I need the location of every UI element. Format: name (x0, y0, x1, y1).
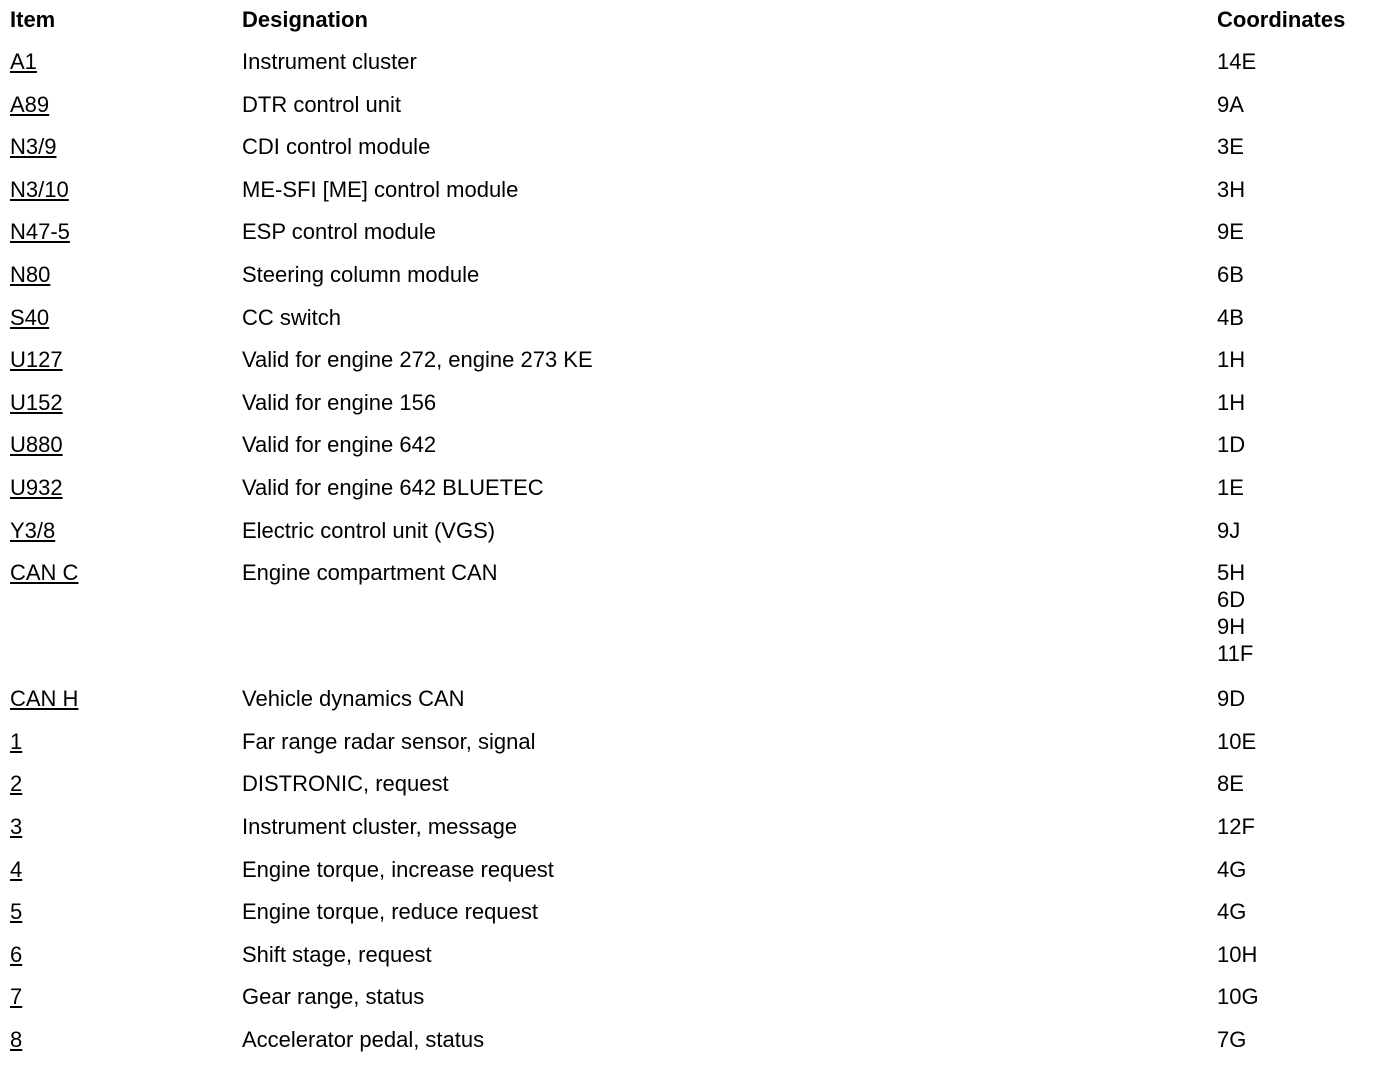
coordinates-cell (1217, 728, 1256, 755)
item-link[interactable]: 1 (10, 728, 23, 754)
item-cell (10, 1026, 22, 1053)
table-row (10, 211, 1380, 254)
coordinates-cell (1217, 304, 1244, 331)
coordinate-value: 4G (1217, 899, 1247, 925)
item-cell (10, 517, 55, 544)
designation-cell: Valid for engine 642 BLUETEC (242, 474, 544, 500)
designation-cell: ESP control module (242, 219, 437, 245)
coordinate-value: 3E (1217, 134, 1244, 160)
table-row (10, 41, 1380, 84)
item-link[interactable]: U880 (10, 432, 63, 458)
designation-cell: Valid for engine 156 (242, 389, 437, 415)
table-row (10, 424, 1380, 467)
table-row (10, 510, 1380, 553)
designation-cell: Steering column module (242, 261, 480, 287)
designation-cell: Instrument cluster, message (242, 813, 518, 839)
table-row (10, 254, 1380, 297)
item-link[interactable]: S40 (10, 304, 50, 330)
item-link[interactable]: N47-5 (10, 219, 70, 245)
item-column-header: Item (10, 7, 56, 32)
item-cell (10, 813, 22, 840)
coordinate-value: 11F (1217, 641, 1254, 667)
item-cell (10, 770, 22, 797)
coordinate-value: 1H (1217, 347, 1246, 373)
table-row (10, 806, 1380, 849)
designation-cell: Far range radar sensor, signal (242, 728, 536, 754)
table-row (10, 678, 1380, 721)
coordinates-cell (1217, 218, 1244, 245)
coordinate-value: 14E (1217, 49, 1257, 74)
table-row (10, 552, 1380, 678)
coordinates-cell (1217, 517, 1240, 544)
coordinate-value: 6D (1217, 587, 1246, 613)
table-row (10, 297, 1380, 340)
designation-cell: Shift stage, request (242, 941, 432, 967)
designation-cell: DISTRONIC, request (242, 771, 449, 797)
item-cell (10, 898, 22, 925)
item-link[interactable]: Y3/8 (10, 517, 56, 543)
designation-cell: Electric control unit (VGS) (242, 517, 496, 543)
item-cell (10, 856, 22, 883)
coordinates-cell (1217, 898, 1246, 925)
coordinates-cell (1217, 346, 1245, 373)
coordinate-value: 1H (1217, 389, 1246, 415)
coordinates-cell (1217, 133, 1244, 160)
coordinate-value: 7G (1217, 1026, 1247, 1052)
item-cell (10, 176, 69, 203)
designation-cell: Valid for engine 642 (242, 432, 437, 458)
coordinate-value: 10H (1217, 941, 1258, 967)
item-link[interactable]: U127 (10, 347, 63, 373)
coordinates-cell (1217, 1026, 1246, 1053)
designation-column-header: Designation (242, 7, 368, 32)
table-row (10, 467, 1380, 510)
coordinates-cell (1217, 389, 1245, 416)
item-link[interactable]: U932 (10, 474, 63, 500)
table-row (10, 763, 1380, 806)
coordinate-value: 10G (1217, 984, 1259, 1010)
designation-cell: Accelerator pedal, status (242, 1026, 485, 1052)
item-cell (10, 261, 50, 288)
table-row (10, 849, 1380, 892)
item-cell (10, 346, 63, 373)
item-link[interactable]: 8 (10, 1026, 23, 1052)
table-row (10, 934, 1380, 977)
item-link[interactable]: 6 (10, 941, 23, 967)
coordinate-value: 4G (1217, 856, 1247, 882)
coordinates-cell (1217, 474, 1244, 501)
coordinate-value: 6B (1217, 261, 1244, 287)
coordinate-value: 9H (1217, 614, 1246, 640)
designation-cell: Engine torque, increase request (242, 856, 554, 882)
item-cell (10, 218, 70, 245)
item-link[interactable]: N80 (10, 261, 51, 287)
item-cell (10, 559, 78, 586)
item-link[interactable]: 3 (10, 813, 23, 839)
coordinates-cell (1217, 431, 1245, 458)
coordinate-value: 5H (1217, 560, 1246, 586)
designation-cell: DTR control unit (242, 91, 401, 117)
item-link[interactable]: CAN C (10, 560, 79, 586)
item-link[interactable]: 5 (10, 899, 23, 925)
coordinates-cell (1217, 176, 1245, 203)
designation-cell: Engine torque, reduce request (242, 899, 538, 925)
coordinate-value: 9J (1217, 517, 1241, 543)
coordinates-cell (1217, 48, 1256, 75)
item-link[interactable]: U152 (10, 389, 63, 415)
item-cell (10, 133, 56, 160)
coordinate-value: 8E (1217, 771, 1244, 797)
item-cell (10, 474, 63, 501)
coordinates-cell (1217, 559, 1253, 667)
item-cell (10, 389, 63, 416)
item-link[interactable]: A1 (10, 49, 37, 74)
item-cell (10, 431, 63, 458)
designation-cell: Vehicle dynamics CAN (242, 686, 465, 712)
item-cell (10, 91, 49, 118)
table-row (10, 891, 1380, 934)
coordinate-value: 9A (1217, 91, 1244, 117)
table-row (10, 382, 1380, 425)
coordinates-cell (1217, 813, 1255, 840)
legend-table (10, 0, 1380, 1061)
table-row (10, 976, 1380, 1019)
coordinates-column-header: Coordinates (1217, 7, 1346, 32)
coordinate-value: 4B (1217, 304, 1244, 330)
coordinates-cell (1217, 983, 1259, 1010)
coordinates-cell (1217, 91, 1244, 118)
coordinates-cell (1217, 770, 1244, 797)
coordinates-cell (1217, 685, 1245, 712)
coordinate-value: 1E (1217, 474, 1244, 500)
item-link[interactable]: 7 (10, 984, 23, 1010)
table-row (10, 84, 1380, 127)
coordinate-value: 9E (1217, 219, 1244, 245)
table-header (10, 0, 1380, 41)
designation-cell: CC switch (242, 304, 342, 330)
item-cell (10, 304, 49, 331)
item-cell (10, 48, 37, 75)
coordinates-cell (1217, 261, 1244, 288)
item-cell (10, 685, 78, 712)
table-row (10, 1019, 1380, 1062)
designation-cell: Instrument cluster (242, 49, 417, 74)
item-link[interactable]: CAN H (10, 686, 79, 712)
designation-cell: CDI control module (242, 134, 431, 160)
table-row (10, 721, 1380, 764)
coordinates-cell (1217, 856, 1246, 883)
item-link[interactable]: 4 (10, 856, 23, 882)
coordinate-value: 9D (1217, 686, 1246, 712)
item-cell (10, 941, 22, 968)
coordinate-value: 10E (1217, 728, 1257, 754)
coordinate-value: 1D (1217, 432, 1246, 458)
item-link[interactable]: N3/10 (10, 176, 69, 202)
designation-cell: ME-SFI [ME] control module (242, 176, 519, 202)
item-link[interactable]: N3/9 (10, 134, 57, 160)
item-cell (10, 728, 22, 755)
coordinate-value: 3H (1217, 176, 1246, 202)
designation-cell: Valid for engine 272, engine 273 KE (242, 347, 593, 373)
item-link[interactable]: 2 (10, 771, 23, 797)
table-row (10, 339, 1380, 382)
table-body (10, 41, 1380, 1061)
table-row (10, 126, 1380, 169)
designation-cell: Engine compartment CAN (242, 560, 498, 586)
item-link[interactable]: A89 (10, 91, 50, 117)
coordinate-value: 12F (1217, 813, 1255, 839)
coordinates-cell (1217, 941, 1257, 968)
table-row (10, 169, 1380, 212)
item-cell (10, 983, 22, 1010)
designation-cell: Gear range, status (242, 984, 425, 1010)
